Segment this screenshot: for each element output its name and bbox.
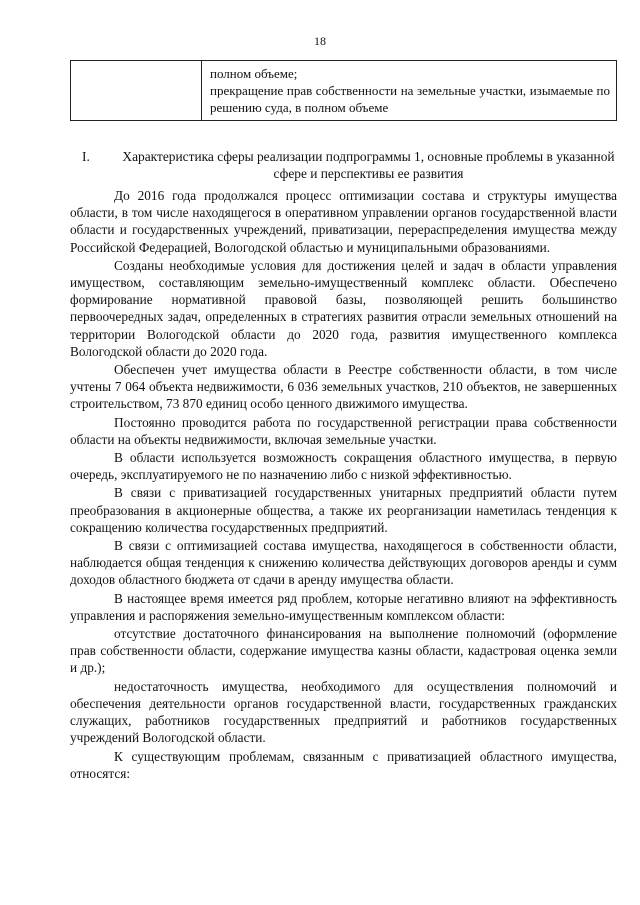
paragraph: В связи с приватизацией государственных унитарных предприятий области путем преобразования в акционерные общества, а также их реорганизации наметилась тенденция к сокращению количества государственных предприятий. — [70, 485, 617, 535]
page-number: 18 — [314, 34, 326, 48]
table-text-cell — [202, 61, 617, 121]
paragraph: Созданы необходимые условия для достижения целей и задач в области управления имуществом, составляющим земельно-имущественный комплекс области. Обеспечено формирование нормативной правовой базы, позволяющей решить большинство первоочередных задач, определенных в стратегиях развития отрасли земельных отношений на территории Вологодской области до 2020 года, развития имущественного комплекса Вологодской области до 2020 года. — [70, 257, 617, 359]
table-line: прекращение прав собственности на земельные участки, изымаемые по решению суда, в полном объеме — [210, 83, 610, 115]
paragraph: недостаточность имущества, необходимого для осуществления полномочий и обеспечения деятельности органов государственной власти, государственных гражданских служащих, работников государственных предприятий и работников государственных учреждений Вологодской области. — [70, 678, 617, 746]
table-row — [71, 61, 617, 121]
paragraph: До 2016 года продолжался процесс оптимизации состава и структуры имущества области, в том числе находящегося в оперативном управлении органов государственной власти области и государственных учреждений, приватизации, перераспределения имущества между Российской Федерацией, Вологодской областью и муниципальными образованиями. — [70, 188, 617, 255]
paragraph: В настоящее время имеется ряд проблем, которые негативно влияют на эффективность управления и распоряжения земельно-имущественным комплексом области: — [70, 590, 617, 623]
section-title: Характеристика сферы реализации подпрограммы 1, основные проблемы в указанной сфере и перспективы ее развития — [122, 149, 615, 181]
paragraph: В связи с оптимизацией состава имущества, находящегося в собственности области, наблюдается общая тенденция к снижению количества действующих договоров аренды и сумм доходов областного бюджета от сдачи в аренду имущества области. — [70, 538, 617, 588]
paragraph: отсутствие достаточного финансирования на выполнение полномочий (оформление прав собственности области, содержание имущества казны области, кадастровая оценка земли и др.); — [70, 626, 617, 676]
section-heading — [70, 148, 617, 182]
table-line: полном объеме; — [210, 66, 298, 81]
table-fragment — [70, 60, 617, 121]
section-number: I. — [82, 149, 90, 164]
table-empty-cell — [71, 61, 202, 121]
paragraph: Обеспечен учет имущества области в Реестре собственности области, в том числе учтены 7 064 объекта недвижимости, 6 036 земельных участков, 210 объектов, не завершенных строительством, 73 870 единиц особо ценного движимого имущества. — [70, 362, 617, 412]
paragraph: Постоянно проводится работа по государственной регистрации права собственности области на объекты недвижимости, включая земельные участки. — [70, 414, 617, 447]
body-text — [70, 187, 617, 783]
paragraph: В области используется возможность сокращения областного имущества, в первую очередь, эксплуатируемого не по назначению либо с низкой эффективностью. — [70, 450, 617, 483]
paragraph: К существующим проблемам, связанным с приватизацией областного имущества, относятся: — [70, 748, 617, 781]
